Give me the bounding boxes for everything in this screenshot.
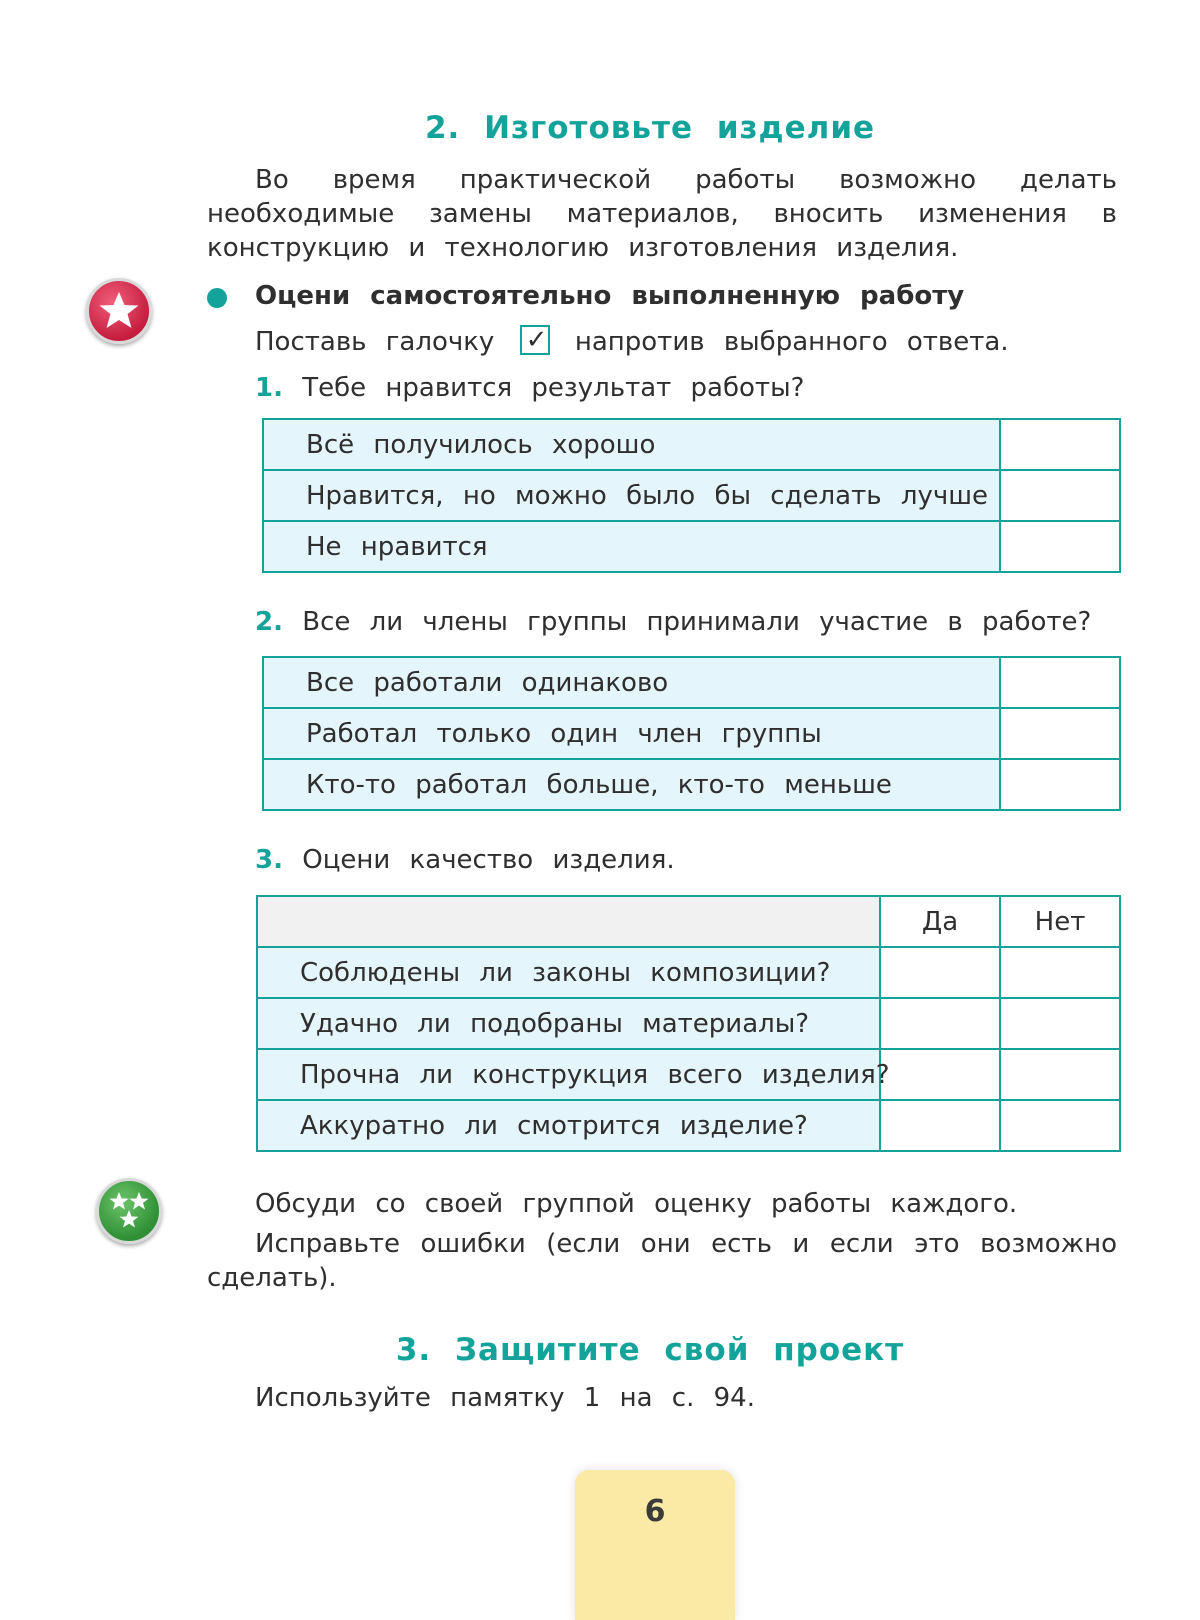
table-header-row [257, 896, 1120, 947]
question-1-number: 1. [255, 373, 283, 403]
yes-checkbox[interactable] [880, 947, 1000, 998]
section-3-number: 3. [395, 1332, 432, 1368]
table-row [263, 708, 1120, 759]
section-3-title: Защитите свой проект [455, 1332, 905, 1368]
table-row [257, 1100, 1120, 1151]
question-1-text: Тебе нравится результат работы? [302, 373, 805, 403]
answer-option: Работал только один член группы [263, 708, 1000, 759]
answer-option: Не нравится [263, 521, 1000, 572]
answer-option: Нравится, но можно было бы сделать лучше [263, 470, 1000, 521]
question-2 [255, 605, 1091, 639]
section-2-number: 2. [424, 110, 461, 146]
section-2-title: Изготовьте изделие [484, 110, 876, 146]
empty-header-cell [257, 896, 880, 947]
section-3-heading [0, 1332, 1200, 1368]
question-3-number: 3. [255, 845, 283, 875]
no-checkbox[interactable] [1000, 947, 1120, 998]
instruction-after: напротив выбранного ответа. [574, 327, 1009, 357]
table-row [263, 419, 1120, 470]
section-2-heading [0, 110, 1200, 146]
table-row [263, 657, 1120, 708]
table-row [257, 998, 1120, 1049]
answer-checkbox[interactable] [1000, 708, 1120, 759]
question-3-table [256, 895, 1121, 1152]
question-3 [255, 843, 675, 877]
page-number: 6 [644, 1494, 666, 1529]
yes-checkbox[interactable] [880, 998, 1000, 1049]
task-title: Оцени самостоятельно выполненную работу [255, 281, 965, 311]
table-row [257, 1049, 1120, 1100]
question-1 [255, 371, 804, 405]
question-3-text: Оцени качество изделия. [302, 845, 675, 875]
answer-option: Кто-то работал больше, кто-то меньше [263, 759, 1000, 810]
answer-checkbox[interactable] [1000, 419, 1120, 470]
page-number-tab [575, 1470, 735, 1620]
bullet-dot [207, 288, 227, 308]
answer-checkbox[interactable] [1000, 657, 1120, 708]
task-instruction [255, 325, 1009, 359]
intro-paragraph: Во время практической работы возможно делать необходимые замены материалов, вносить изменения в конструкцию и технологию изготовления изделия. [207, 165, 1117, 263]
instruction-before: Поставь галочку [255, 327, 495, 357]
sample-checkbox-icon [520, 325, 550, 355]
no-checkbox[interactable] [1000, 1100, 1120, 1151]
no-checkbox[interactable] [1000, 998, 1120, 1049]
self-assessment-star-icon [86, 278, 152, 344]
question-2-number: 2. [255, 607, 283, 637]
quality-criterion: Прочна ли конструкция всего изделия? [257, 1049, 880, 1100]
question-2-text: Все ли члены группы принимали участие в работе? [302, 607, 1092, 637]
table-row [263, 521, 1120, 572]
table-row [263, 759, 1120, 810]
discuss-line-1: Обсуди со своей группой оценку работы каждого. [255, 1189, 1018, 1219]
answer-checkbox[interactable] [1000, 521, 1120, 572]
answer-option: Всё получилось хорошо [263, 419, 1000, 470]
memo-reference: Используйте памятку 1 на с. 94. [255, 1383, 755, 1413]
table-row [263, 470, 1120, 521]
table-row [257, 947, 1120, 998]
question-2-table [262, 656, 1121, 811]
column-header-no: Нет [1000, 896, 1120, 947]
quality-criterion: Удачно ли подобраны материалы? [257, 998, 880, 1049]
yes-checkbox[interactable] [880, 1100, 1000, 1151]
checkmark-icon: ✓ [525, 325, 548, 355]
no-checkbox[interactable] [1000, 1049, 1120, 1100]
quality-criterion: Соблюдены ли законы композиции? [257, 947, 880, 998]
answer-option: Все работали одинаково [263, 657, 1000, 708]
yes-checkbox[interactable] [880, 1049, 1000, 1100]
quality-criterion: Аккуратно ли смотрится изделие? [257, 1100, 880, 1151]
discuss-line-2: Исправьте ошибки (если они есть и если это возможно сделать). [207, 1229, 1117, 1293]
answer-checkbox[interactable] [1000, 759, 1120, 810]
question-1-table [262, 418, 1121, 573]
column-header-yes: Да [880, 896, 1000, 947]
answer-checkbox[interactable] [1000, 470, 1120, 521]
group-assessment-stars-icon [96, 1178, 162, 1244]
